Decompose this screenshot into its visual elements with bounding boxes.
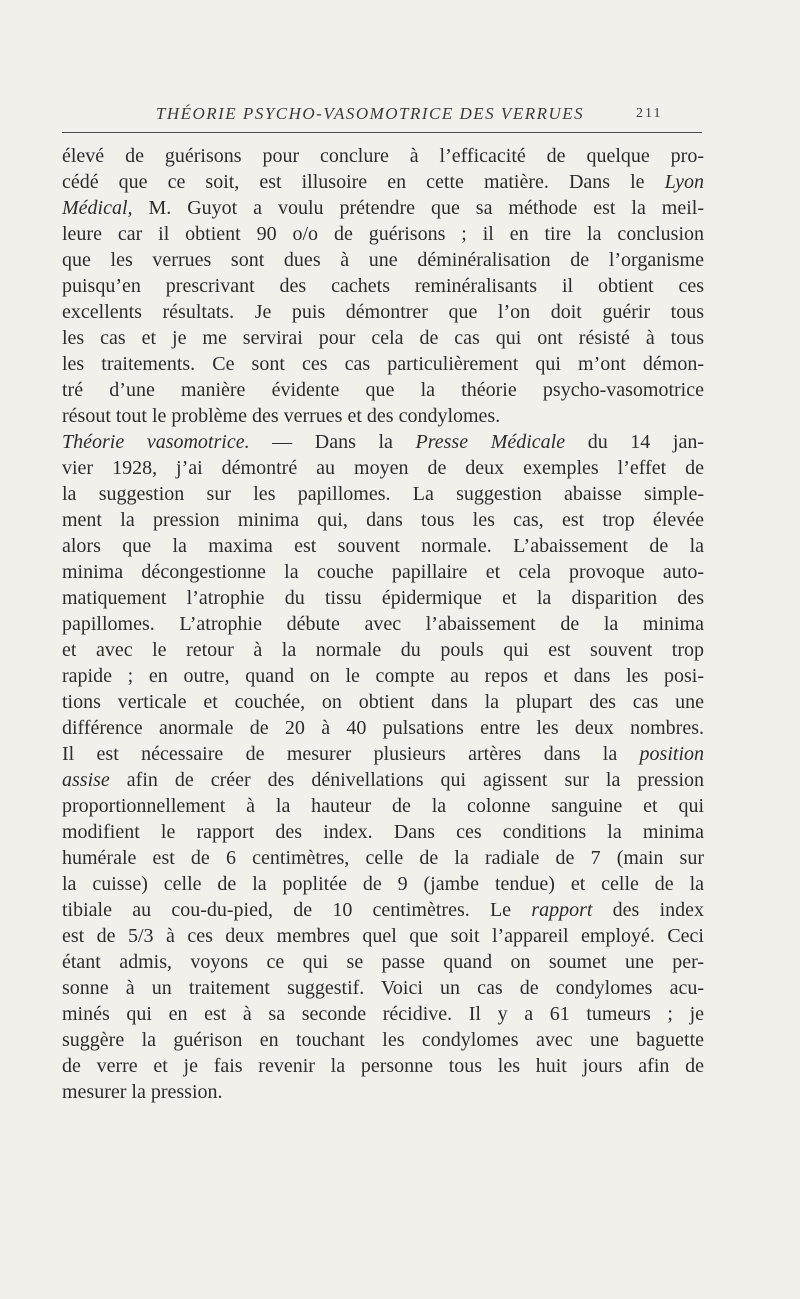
- text-line: [62, 169, 704, 195]
- text-line: [62, 247, 704, 273]
- text-line: [62, 975, 704, 1001]
- text-run: du 14 jan-: [565, 431, 705, 453]
- text-run: les traitements. Ce sont ces cas particulièrement qui m’ont démon-: [62, 353, 704, 375]
- text-line: [62, 403, 704, 429]
- text-run: différence anormale de 20 à 40 pulsations entre les deux nombres.: [62, 717, 704, 739]
- italic-text: Théorie vasomotrice.: [62, 431, 250, 453]
- text-run: alors que la maxima est souvent normale. L’abaissement de la: [62, 535, 704, 557]
- text-line: [62, 273, 704, 299]
- italic-text: Lyon: [664, 171, 704, 193]
- text-line: [62, 897, 704, 923]
- italic-text: rapport: [531, 899, 593, 921]
- text-run: matiquement l’atrophie du tissu épidermique et la disparition des: [62, 587, 704, 609]
- text-run: Il est nécessaire de mesurer plusieurs artères dans la: [62, 743, 640, 765]
- page-number: 211: [636, 106, 663, 121]
- text-run: la cuisse) celle de la poplitée de 9 (jambe tendue) et celle de la: [62, 873, 704, 895]
- text-run: afin de créer des dénivellations qui agissent sur la pression: [109, 769, 704, 791]
- text-run: de verre et je fais revenir la personne tous les huit jours afin de: [62, 1055, 704, 1077]
- text-run: modifient le rapport des index. Dans ces conditions la minima: [62, 821, 704, 843]
- text-line: [62, 377, 704, 403]
- text-line: [62, 923, 704, 949]
- text-line: [62, 351, 704, 377]
- text-run: puisqu’en prescrivant des cachets reminéralisants il obtient ces: [62, 275, 704, 297]
- text-run: mesurer la pression.: [62, 1081, 223, 1103]
- text-line: [62, 637, 704, 663]
- text-line: [62, 1001, 704, 1027]
- running-title: THÉORIE PSYCHO-VASOMOTRICE DES VERRUES: [155, 104, 585, 123]
- text-line: [62, 585, 704, 611]
- text-run: tions verticale et couchée, on obtient dans la plupart des cas une: [62, 691, 704, 713]
- text-run: est de 5/3 à ces deux membres quel que soit l’appareil employé. Ceci: [62, 925, 704, 947]
- text-run: étant admis, voyons ce qui se passe quand on soumet une per-: [62, 951, 704, 973]
- text-line: [62, 299, 704, 325]
- text-line: [62, 871, 704, 897]
- text-line: [62, 689, 704, 715]
- text-line: [62, 143, 704, 169]
- text-run: vier 1928, j’ai démontré au moyen de deux exemples l’effet de: [62, 457, 704, 479]
- text-run: — Dans la: [249, 431, 416, 453]
- text-run: leure car il obtient 90 o/o de guérisons ; il en tire la conclusion: [62, 223, 704, 245]
- text-line: [62, 741, 704, 767]
- text-run: élevé de guérisons pour conclure à l’efficacité de quelque pro-: [62, 145, 704, 167]
- text-line: [62, 195, 704, 221]
- italic-text: Médical,: [62, 197, 133, 219]
- italic-text: assise: [62, 769, 110, 791]
- text-run: résout tout le problème des verrues et des condylomes.: [62, 405, 501, 427]
- text-run: minés qui en est à sa seconde récidive. Il y a 61 tumeurs ; je: [62, 1003, 704, 1025]
- text-run: tré d’une manière évidente que la théorie psycho-vasomotrice: [62, 379, 704, 401]
- text-line: [62, 1027, 704, 1053]
- text-run: cédé que ce soit, est illusoire en cette matière. Dans le: [62, 171, 665, 193]
- text-line: [62, 533, 704, 559]
- text-run: humérale est de 6 centimètres, celle de la radiale de 7 (main sur: [62, 847, 704, 869]
- text-run: suggère la guérison en touchant les condylomes avec une baguette: [62, 1029, 704, 1051]
- text-run: des index: [592, 899, 705, 921]
- text-line: [62, 663, 704, 689]
- text-run: sonne à un traitement suggestif. Voici un cas de condylomes acu-: [62, 977, 704, 999]
- text-line: [62, 325, 704, 351]
- text-run: excellents résultats. Je puis démontrer que l’on doit guérir tous: [62, 301, 704, 323]
- text-line: [62, 949, 704, 975]
- text-line: [62, 845, 704, 871]
- text-line: [62, 793, 704, 819]
- text-line: [62, 455, 704, 481]
- text-line: [62, 559, 704, 585]
- italic-text: Presse Médicale: [415, 431, 566, 453]
- text-line: [62, 507, 704, 533]
- text-line: [62, 611, 704, 637]
- text-run: que les verrues sont dues à une déminéralisation de l’organisme: [62, 249, 704, 271]
- text-line: [62, 1053, 704, 1079]
- text-run: papillomes. L’atrophie débute avec l’abaissement de la minima: [62, 613, 704, 635]
- text-line: [62, 429, 704, 455]
- header-rule: [62, 132, 702, 133]
- text-run: rapide ; en outre, quand on le compte au repos et dans les posi-: [62, 665, 704, 687]
- italic-text: position: [639, 743, 704, 765]
- text-line: [62, 1079, 704, 1105]
- body-text: [62, 143, 704, 1105]
- text-line: [62, 715, 704, 741]
- text-run: proportionnellement à la hauteur de la colonne sanguine et qui: [62, 795, 704, 817]
- text-run: ment la pression minima qui, dans tous les cas, est trop élevée: [62, 509, 704, 531]
- text-run: minima décongestionne la couche papillaire et cela provoque auto-: [62, 561, 704, 583]
- text-line: [62, 481, 704, 507]
- text-run: les cas et je me servirai pour cela de cas qui ont résisté à tous: [62, 327, 704, 349]
- text-line: [62, 767, 704, 793]
- text-line: [62, 221, 704, 247]
- text-run: et avec le retour à la normale du pouls qui est souvent trop: [62, 639, 704, 661]
- text-run: la suggestion sur les papillomes. La suggestion abaisse simple-: [62, 483, 704, 505]
- text-run: M. Guyot a voulu prétendre que sa méthode est la meil-: [132, 197, 704, 219]
- text-run: tibiale au cou-du-pied, de 10 centimètres. Le: [62, 899, 532, 921]
- text-line: [62, 819, 704, 845]
